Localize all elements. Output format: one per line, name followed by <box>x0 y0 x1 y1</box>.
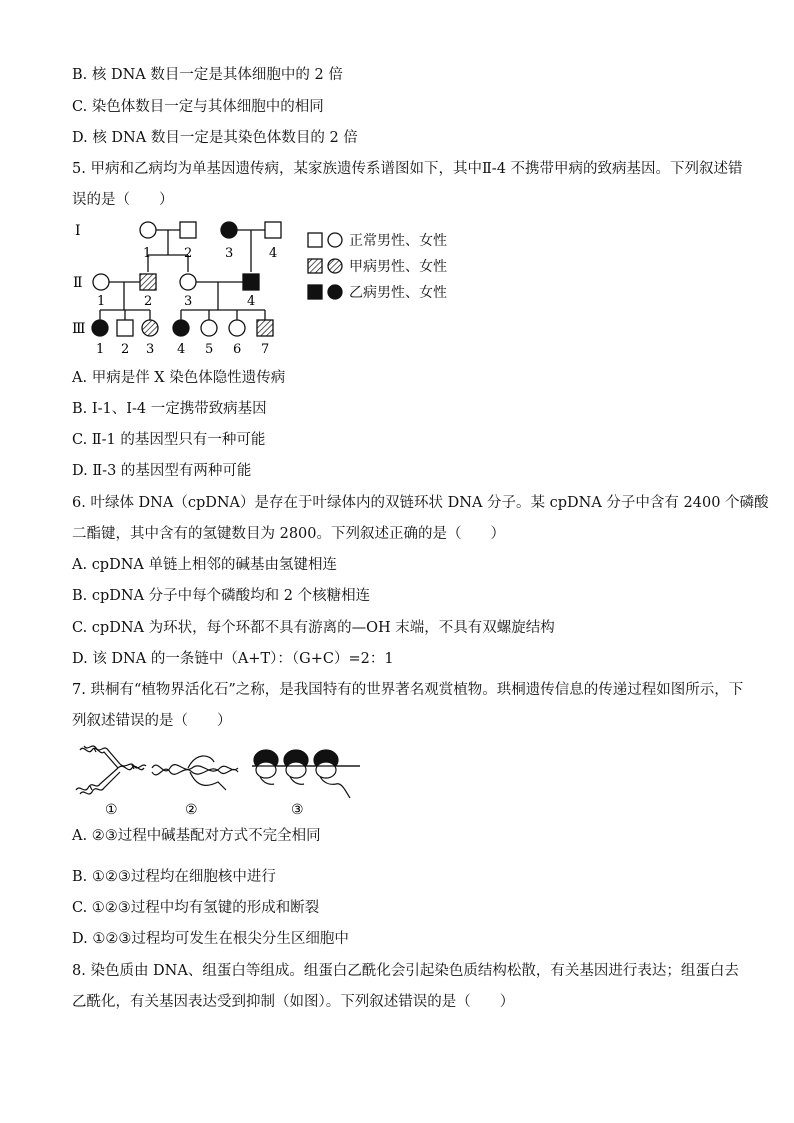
q5-option-d: D. Ⅱ-3 的基因型有两种可能 <box>72 463 252 479</box>
gen3-individual-5 <box>201 320 217 336</box>
q7-stem-line1: 7. 珙桐有“植物界活化石”之称，是我国特有的世界著名观赏植物。珙桐遗传信息的传递过程如图所示，下 <box>72 682 744 698</box>
q6-option-a: A. cpDNA 单链上相邻的碱基由氢键相连 <box>72 557 337 573</box>
q8-stem-line1: 8. 染色质由 DNA、组蛋白等组成。组蛋白乙酰化会引起染色质结构松散，有关基因进行表达；组蛋白去 <box>72 963 739 979</box>
gen2-number: 3 <box>184 294 193 309</box>
transcription-diagram <box>152 756 238 790</box>
generation-label-1: Ⅰ <box>75 223 81 239</box>
gen3-number: 1 <box>96 342 105 357</box>
q7-option-b: B. ①②③过程均在细胞核中进行 <box>72 869 276 885</box>
q6-option-b: B. cpDNA 分子中每个磷酸均和 2 个核糖相连 <box>72 588 371 604</box>
gen3-individual-7 <box>257 320 273 336</box>
legend-normal-label: 正常男性、女性 <box>349 233 447 249</box>
gen3-individual-4 <box>173 320 189 336</box>
q6-option-d: D. 该 DNA 的一条链中（A+T）：（G+C）=2：1 <box>72 651 394 667</box>
gen1-individual-3 <box>221 222 237 238</box>
legend-normal <box>307 230 447 250</box>
ribosome-subunit-icon <box>316 762 336 778</box>
q4-option-b: B. 核 DNA 数目一定是其体细胞中的 2 倍 <box>72 67 343 83</box>
gen3-number: 5 <box>205 342 214 357</box>
process-label-2: ② <box>185 802 198 818</box>
gen3-number: 3 <box>146 342 155 357</box>
disease-a-symbols-icon <box>307 258 345 274</box>
process-label-1: ① <box>105 802 118 818</box>
gen3-individual-3 <box>142 320 158 336</box>
q8-stem-line2: 乙酰化，有关基因表达受到抑制（如图）。下列叙述错误的是（ ） <box>72 994 515 1010</box>
gen3-number: 2 <box>121 342 130 357</box>
gen2-number: 1 <box>97 294 106 309</box>
ribosome-subunit-icon <box>286 762 306 778</box>
gen3-individual-1 <box>92 320 108 336</box>
disease-b-symbols-icon <box>307 284 345 300</box>
q7-stem-line2: 列叙述错误的是（ ） <box>72 713 232 729</box>
q5-stem-line1: 5. 甲病和乙病均为单基因遗传病，某家族遗传系谱图如下，其中Ⅱ-4 不携带甲病的致病基因。下列叙述错 <box>72 161 743 177</box>
q5-option-b: B. Ⅰ-1、Ⅰ-4 一定携带致病基因 <box>72 401 267 417</box>
legend-disease-a <box>307 256 447 276</box>
q5-option-a: A. 甲病是伴 X 染色体隐性遗传病 <box>72 370 286 386</box>
ribosome-subunit-icon <box>256 762 276 778</box>
q7-option-a: A. ②③过程中碱基配对方式不完全相同 <box>72 828 321 844</box>
gen3-number: 6 <box>233 342 242 357</box>
process-label-3: ③ <box>291 802 304 818</box>
gen2-number: 2 <box>144 294 153 309</box>
q5-stem-line2: 误的是（ ） <box>72 192 174 208</box>
q7-option-c: C. ①②③过程中均有氢键的形成和断裂 <box>72 900 320 916</box>
gen1-individual-1 <box>140 222 156 238</box>
genetic-process-figure <box>70 738 360 820</box>
q6-stem-line2: 二酯键，其中含有的氢键数目为 2800。下列叙述正确的是（ ） <box>72 526 506 542</box>
generation-label-2: Ⅱ <box>73 275 83 291</box>
q7-option-d: D. ①②③过程均可发生在根尖分生区细胞中 <box>72 931 349 947</box>
q4-option-c: C. 染色体数目一定与其体细胞中的相同 <box>72 99 324 115</box>
gen1-individual-4 <box>265 222 281 238</box>
legend-disease-b-label: 乙病男性、女性 <box>349 285 447 301</box>
normal-symbols-icon <box>307 232 345 248</box>
q5-option-c: C. Ⅱ-1 的基因型只有一种可能 <box>72 432 266 448</box>
gen2-number: 4 <box>247 294 256 309</box>
legend-disease-a-label: 甲病男性、女性 <box>349 259 447 275</box>
gen1-number: 1 <box>143 246 152 261</box>
gen2-individual-2 <box>140 274 156 290</box>
generation-label-3: Ⅲ <box>72 321 86 337</box>
replication-diagram <box>76 746 146 794</box>
gen2-individual-1 <box>93 274 109 290</box>
gen2-individual-4 <box>243 274 259 290</box>
gen3-individual-6 <box>229 320 245 336</box>
pedigree-chart <box>70 215 310 360</box>
gen1-number: 2 <box>184 246 193 261</box>
gen2-individual-3 <box>180 274 196 290</box>
q6-stem-line1: 6. 叶绿体 DNA（cpDNA）是存在于叶绿体内的双链环状 DNA 分子。某 cpDNA 分子中含有 2400 个磷酸 <box>72 495 769 511</box>
gen1-number: 3 <box>225 246 234 261</box>
gen3-individual-2 <box>117 320 133 336</box>
gen3-number: 4 <box>177 342 186 357</box>
gen3-number: 7 <box>261 342 270 357</box>
gen1-individual-2 <box>180 222 196 238</box>
q6-option-c: C. cpDNA 为环状，每个环都不具有游离的—OH 末端，不具有双螺旋结构 <box>72 620 555 636</box>
legend-disease-b <box>307 282 447 302</box>
q4-option-d: D. 核 DNA 数目一定是其染色体数目的 2 倍 <box>72 130 358 146</box>
gen1-number: 4 <box>269 246 278 261</box>
